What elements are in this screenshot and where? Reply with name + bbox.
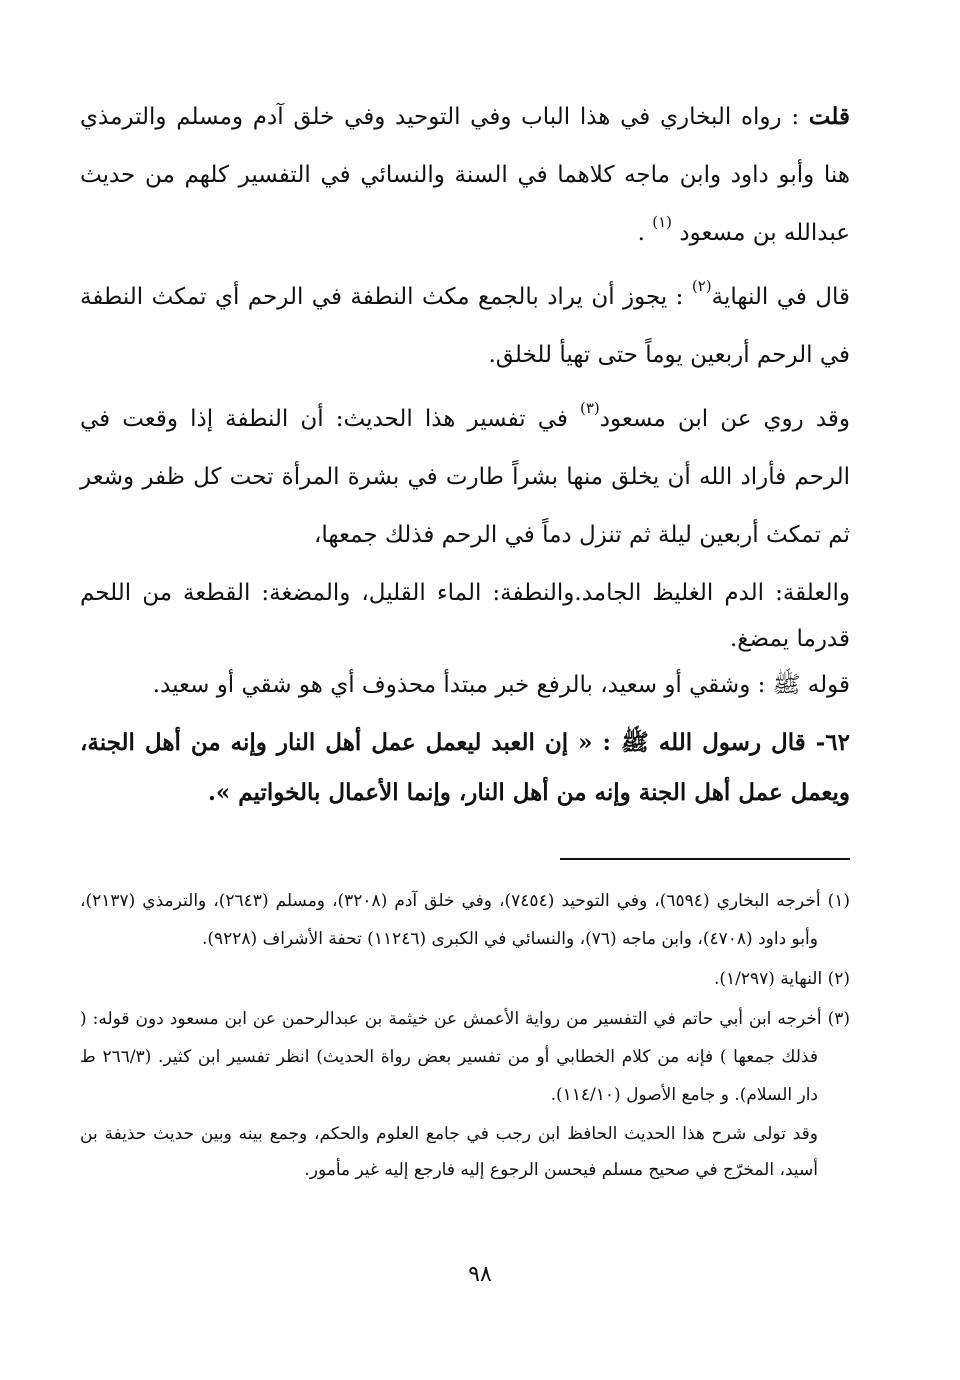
paragraph-text: قال في النهاية	[711, 284, 851, 310]
paragraph-text: في تفسير هذا الحديث: أن النطفة إذا وقعت في الرحم فأراد الله أن يخلق منها بشراً طارت في بشرة المرأة تحت كل ظفر وشعر ثم تمكث أربعين ليلة ثم تنزل دماً في الرحم فذلك جمعها،	[80, 406, 850, 548]
paragraph-5: قوله ﷺ : وشقي أو سعيد، بالرفع خبر مبتدأ محذوف أي هو شقي أو سعيد.	[152, 672, 850, 698]
footnote-1: (١) أخرجه البخاري (٦٥٩٤)، وفي التوحيد (٧٤٥٤)، وفي خلق آدم (٣٢٠٨)، ومسلم (٢٦٤٣)، والترمذي (٢١٣٧)، وأبو داود (٤٧٠٨)، وابن ماجه (٧٦)، والنسائي في الكبرى (١١٢٤٦) تحفة الأشراف (٩٢٢٨).	[80, 891, 850, 949]
paragraph-1	[80, 88, 850, 262]
footnote-ref-1: (١)	[652, 213, 673, 232]
footnote-divider	[560, 858, 850, 860]
paragraph-end: .	[637, 220, 645, 246]
paragraph-4: والعلقة: الدم الغليظ الجامد.والنطفة: الماء القليل، والمضغة: القطعة من اللحم قدرما يمضغ.	[80, 580, 850, 652]
footnotes	[80, 882, 850, 1190]
footnote-3: (٣) أخرجه ابن أبي حاتم في التفسير من رواية الأعمش عن خيثمة بن عبدالرحمن عن ابن مسعود دون قوله: ( فذلك جمعها ) فإنه من كلام الخطابي أو من تفسير بعض رواة الحديث) انظر تفسير ابن كثير. (٢٦٦/٣ ط دار السلام). و جامع الأصول (١١٤/١٠).	[80, 1009, 850, 1105]
footnote-ref-2: (٢)	[691, 277, 712, 296]
main-text	[80, 88, 850, 824]
paragraph-lead: قلت	[808, 103, 850, 130]
footnote-3-continuation: وقد تولى شرح هذا الحديث الحافظ ابن رجب في جامع العلوم والحكم، وجمع بينه وبين حديث حذيفة بن أسيد، المخرّج في صحيح مسلم فيحسن الرجوع إليه فارجع إليه غير مأمور.	[80, 1124, 818, 1180]
page-number: ٩٨	[468, 1262, 492, 1287]
footnote-2: (٢) النهاية (١/٢٩٧).	[713, 969, 850, 989]
paragraph-2	[80, 268, 850, 384]
paragraph-text: وقد روي عن ابن مسعود	[599, 406, 850, 432]
paragraph-3	[80, 390, 850, 564]
hadith-62: ٦٢- قال رسول الله ﷺ : « إن العبد ليعمل عمل أهل النار وإنه من أهل الجنة، ويعمل عمل أهل الجنة وإنه من أهل النار، وإنما الأعمال بالخواتيم ».	[80, 729, 850, 806]
footnote-ref-3: (٣)	[579, 399, 600, 418]
paragraph-text: : رواه البخاري في هذا الباب وفي التوحيد وفي خلق آدم ومسلم والترمذي هنا وأبو داود وابن ماجه كلاهما في السنة والنسائي في التفسير كلهم من حديث عبدالله بن مسعود	[80, 104, 850, 246]
paragraph-text: : يجوز أن يراد بالجمع مكث النطفة في الرحم أي تمكث النطفة في الرحم أربعين يوماً حتى تهيأ للخلق.	[80, 284, 850, 368]
